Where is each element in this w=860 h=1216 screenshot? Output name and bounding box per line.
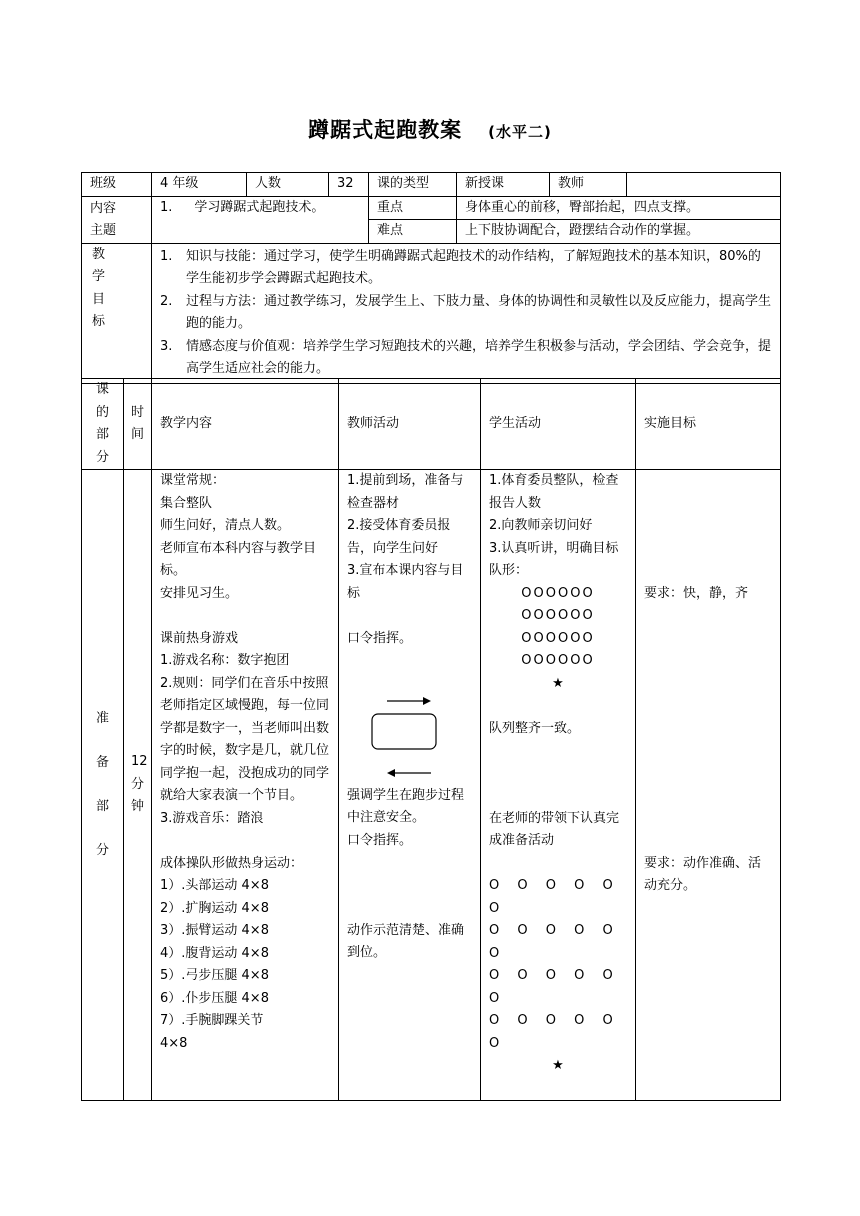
title-level: (水平二) bbox=[488, 123, 552, 141]
running-route-diagram bbox=[347, 673, 472, 763]
col-teacher: 教师活动 bbox=[339, 379, 481, 470]
teaching-content: 课堂常规： 集合整队 师生问好，清点人数。 老师宣布本科内容与教学目标。 安排见习生。 课前热身游戏 1.游戏名称：数字抱团 2.规则：同学们在音乐中按照老师指定区域慢跑，每一位同学都是数字一，当老师叫出数字的时候，数字是几，就几位同学抱一起，没抱成功的同学就给大家表演一个节目。 3.游戏音乐：踏浪 成体操队形做热身运动： 1）.头部运动 4×8 2）.扩胸运动 4×8 3）.振臂运动 4×8 4）.腹背运动 4×8 5）.弓步压腿 4×8 6）.仆步压腿 4×8 7）.手腕脚踝关节 4×8 bbox=[152, 470, 339, 1101]
formation-row: OOOOOO bbox=[521, 630, 595, 646]
count-label: 人数 bbox=[247, 173, 329, 197]
teacher-value bbox=[627, 173, 781, 197]
count-value: 32 bbox=[329, 173, 369, 197]
type-value: 新授课 bbox=[457, 173, 550, 197]
teacher-activity: 1.提前到场，准备与检查器材 2.接受体育委员报告，向学生问好 3.宣布本课内容与目标 口令指挥。 强调学生在跑步过程中注意安全。 口令指挥。 动作示范清楚、准确到位。 bbox=[339, 470, 481, 1101]
route-diagram-svg bbox=[347, 673, 473, 763]
formation2-row: O O O O O O bbox=[489, 968, 620, 1006]
objectives-label: 教学目标 bbox=[82, 243, 152, 383]
objectives-row bbox=[82, 243, 781, 383]
col-student: 学生活动 bbox=[481, 379, 636, 470]
formation-row: OOOOOO bbox=[521, 608, 595, 623]
col-part: 课的部分 bbox=[82, 379, 124, 470]
header-table bbox=[81, 172, 781, 384]
class-value: 4 年级 bbox=[152, 173, 247, 197]
class-label: 班级 bbox=[82, 173, 152, 197]
formation2-row: O O O O O O bbox=[489, 878, 620, 916]
teacher-label: 教师 bbox=[550, 173, 627, 197]
part-time: 12分钟 bbox=[124, 470, 152, 1101]
difficult-value: 上下肢协调配合，蹬摆结合动作的掌握。 bbox=[457, 220, 781, 244]
teacher-star-icon-2: ★ bbox=[552, 1058, 564, 1073]
arrow-right-head-icon bbox=[423, 697, 431, 705]
objectives-list bbox=[152, 243, 781, 383]
prep-section-row bbox=[82, 470, 781, 1101]
track-loop-icon bbox=[372, 714, 436, 749]
implementation-goal: 要求：快，静，齐 要求：动作准确、活动充分。 bbox=[636, 470, 781, 1101]
objective-item: 2. 过程与方法：通过教学练习，发展学生上、下肢力量、身体的协调性和灵敏性以及反应能力，提高学生跑的能力。 bbox=[160, 293, 772, 331]
formation2-row: O O O O O O bbox=[489, 1013, 620, 1051]
formation-row: OOOOOO bbox=[521, 585, 595, 601]
topic-label: 内容 主题 bbox=[82, 196, 152, 243]
teacher-star-icon: ★ bbox=[552, 675, 564, 691]
student-activity: 1.体育委员整队，检查报告人数 2.向教师亲切问好 3.认真听讲，明确目标 队形： OOOOOO OOOOOO OOOOOO OOOOOO ★ 队列整齐一致。 在老师的带领下认真完成准备活动 O O O O O O O O O O O O O O O O O O O O O O O O ★ bbox=[481, 470, 636, 1101]
page-title bbox=[0, 114, 860, 144]
difficult-label: 难点 bbox=[369, 220, 457, 244]
formation2-row: O O O O O O bbox=[489, 923, 620, 961]
key-value: 身体重心的前移，臀部抬起，四点支撑。 bbox=[457, 196, 781, 220]
key-label: 重点 bbox=[369, 196, 457, 220]
col-time: 时间 bbox=[124, 379, 152, 470]
topic-value: 1. 学习蹲踞式起跑技术。 bbox=[152, 196, 369, 243]
header-row-1 bbox=[82, 173, 781, 197]
objective-item: 3. 情感态度与价值观：培养学生学习短跑技术的兴趣，培养学生积极参与活动，学会团结、学会竞争，提高学生适应社会的能力。 bbox=[160, 338, 772, 376]
lesson-table bbox=[81, 378, 781, 1101]
header-row-2 bbox=[82, 196, 781, 220]
col-goal: 实施目标 bbox=[636, 379, 781, 470]
type-label: 课的类型 bbox=[369, 173, 457, 197]
title-main: 蹲踞式起跑教案 bbox=[308, 118, 463, 142]
objective-item: 1. 知识与技能：通过学习，使学生明确蹲踞式起跑技术的动作结构，了解短跑技术的基本知识，80%的学生能初步学会蹲踞式起跑技术。 bbox=[160, 248, 761, 286]
formation-row: OOOOOO bbox=[521, 653, 595, 668]
arrow-left-icon bbox=[347, 763, 473, 785]
lesson-header-row bbox=[82, 379, 781, 470]
col-content: 教学内容 bbox=[152, 379, 339, 470]
part-name: 准备部分 bbox=[82, 470, 124, 1101]
arrow-left-wrap bbox=[347, 763, 472, 785]
